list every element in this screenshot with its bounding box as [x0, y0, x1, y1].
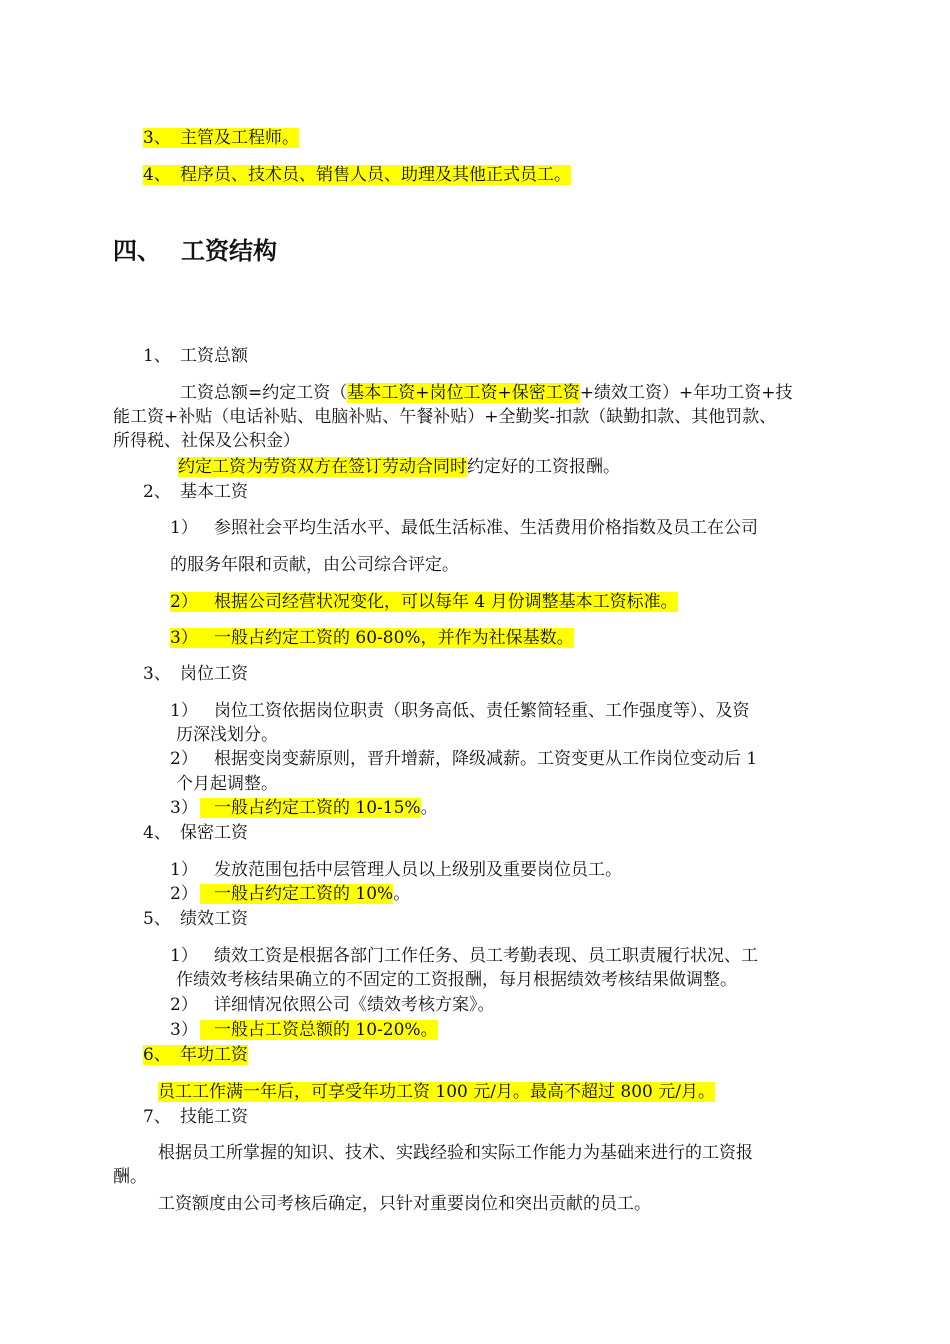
item-end: 。	[420, 798, 438, 818]
item-text: 参照社会平均生活水平、最低生活标准、生活费用价格指数及员工在公司	[214, 518, 758, 538]
item-number: 1）	[170, 946, 198, 966]
list-number: 4、	[143, 165, 171, 185]
seniority-text	[158, 1081, 715, 1103]
item-text: 岗位工资依据岗位职责（职务高低、责任繁简轻重、工作强度等）、及资	[214, 701, 750, 721]
subsection-number: 2、	[143, 482, 171, 502]
list-item-3	[143, 127, 299, 149]
item-5-1	[170, 945, 758, 967]
subsection-title: 年功工资	[180, 1045, 248, 1065]
heading-text: 工资结构	[181, 237, 277, 265]
item-2-2	[170, 591, 678, 613]
item-2-1-cont: 的服务年限和贡献，由公司综合评定。	[170, 555, 459, 575]
item-end: 。	[393, 884, 411, 904]
subsection-title-2	[143, 481, 248, 503]
item-text: 一般占工资总额的 10-20%。	[200, 1020, 438, 1040]
subsection-number: 4、	[143, 823, 171, 843]
item-5-1-cont: 作绩效考核结果确立的不固定的工资报酬，每月根据绩效考核结果做调整。	[176, 970, 737, 990]
item-number: 2）	[170, 995, 198, 1015]
item-text: 一般占约定工资的 10%	[200, 884, 393, 904]
subsection-title-6	[143, 1044, 248, 1066]
formula-line-3: 所得税、社保及公积金）	[113, 431, 300, 451]
item-number: 2）	[170, 592, 198, 612]
skill-paragraph-line-1: 根据员工所掌握的知识、技术、实践经验和实际工作能力为基础来进行的工资报	[158, 1143, 753, 1163]
item-number: 1）	[170, 860, 198, 880]
subsection-number: 7、	[143, 1107, 171, 1127]
item-number: 1）	[170, 518, 198, 538]
list-text: 程序员、技术员、销售人员、助理及其他正式员工。	[180, 165, 571, 185]
item-4-2	[170, 883, 410, 905]
item-3-3	[170, 797, 438, 819]
item-3-2-cont: 个月起调整。	[176, 774, 278, 794]
subsection-title: 绩效工资	[180, 909, 248, 929]
subsection-number: 6、	[143, 1045, 171, 1065]
definition-text: 约定好的工资报酬。	[467, 457, 620, 477]
subsection-title-3	[143, 663, 248, 685]
subsection-title: 保密工资	[180, 823, 248, 843]
item-2-1	[170, 517, 758, 539]
formula-text: 工资总额=约定工资（	[180, 383, 348, 403]
list-text: 主管及工程师。	[180, 128, 299, 148]
item-text: 根据变岗变薪原则，晋升增薪，降级减薪。工资变更从工作岗位变动后 1	[214, 749, 758, 769]
subsection-title-1	[143, 345, 248, 367]
item-text: 绩效工资是根据各部门工作任务、员工考勤表现、员工职责履行状况、工	[214, 946, 758, 966]
skill-paragraph-2: 工资额度由公司考核后确定，只针对重要岗位和突出贡献的员工。	[158, 1194, 651, 1214]
item-text: 一般占约定工资的 60-80%，并作为社保基数。	[214, 628, 574, 648]
item-number: 3）	[170, 1020, 198, 1040]
heading-number: 四、	[113, 237, 161, 265]
subsection-title-7	[143, 1106, 248, 1128]
item-4-1	[170, 859, 622, 881]
section-heading	[113, 236, 277, 266]
item-3-2	[170, 748, 757, 770]
item-number: 2）	[170, 749, 198, 769]
item-number: 3）	[170, 798, 198, 818]
formula-line-2: 能工资+补贴（电话补贴、电脑补贴、午餐补贴）+全勤奖-扣款（缺勤扣款、其他罚款、	[113, 407, 777, 427]
subsection-title: 工资总额	[180, 346, 248, 366]
subsection-number: 5、	[143, 909, 171, 929]
item-text: 根据公司经营状况变化，可以每年 4 月份调整基本工资标准。	[214, 592, 678, 612]
skill-paragraph-line-2: 酬。	[113, 1167, 147, 1187]
subsection-number: 1、	[143, 346, 171, 366]
subsection-number: 3、	[143, 664, 171, 684]
subsection-title: 基本工资	[180, 482, 248, 502]
item-3-1-cont: 历深浅划分。	[176, 725, 278, 745]
item-text: 发放范围包括中层管理人员以上级别及重要岗位员工。	[214, 860, 622, 880]
formula-line-1	[180, 382, 792, 404]
list-item-4	[143, 164, 571, 186]
subsection-title-5	[143, 908, 248, 930]
definition-line	[178, 456, 620, 478]
item-number: 3）	[170, 628, 198, 648]
subsection-title: 岗位工资	[180, 664, 248, 684]
list-number: 3、	[143, 128, 171, 148]
item-3-1	[170, 700, 750, 722]
item-text: 一般占约定工资的 10-15%	[200, 798, 421, 818]
subsection-title: 技能工资	[180, 1107, 248, 1127]
formula-text: +绩效工资）+年功工资+技	[579, 383, 793, 403]
item-number: 2）	[170, 884, 198, 904]
formula-highlight: 基本工资+岗位工资+保密工资	[347, 383, 580, 403]
item-5-3	[170, 1019, 438, 1041]
item-text: 详细情况依照公司《绩效考核方案》。	[214, 995, 495, 1015]
item-number: 1）	[170, 701, 198, 721]
subsection-title-4	[143, 822, 248, 844]
item-2-3	[170, 627, 574, 649]
seniority-highlight: 员工工作满一年后，可享受年功工资 100 元/月。最高不超过 800 元/月。	[158, 1082, 715, 1102]
definition-highlight: 约定工资为劳资双方在签订劳动合同时	[178, 457, 467, 477]
item-5-2	[170, 994, 495, 1016]
